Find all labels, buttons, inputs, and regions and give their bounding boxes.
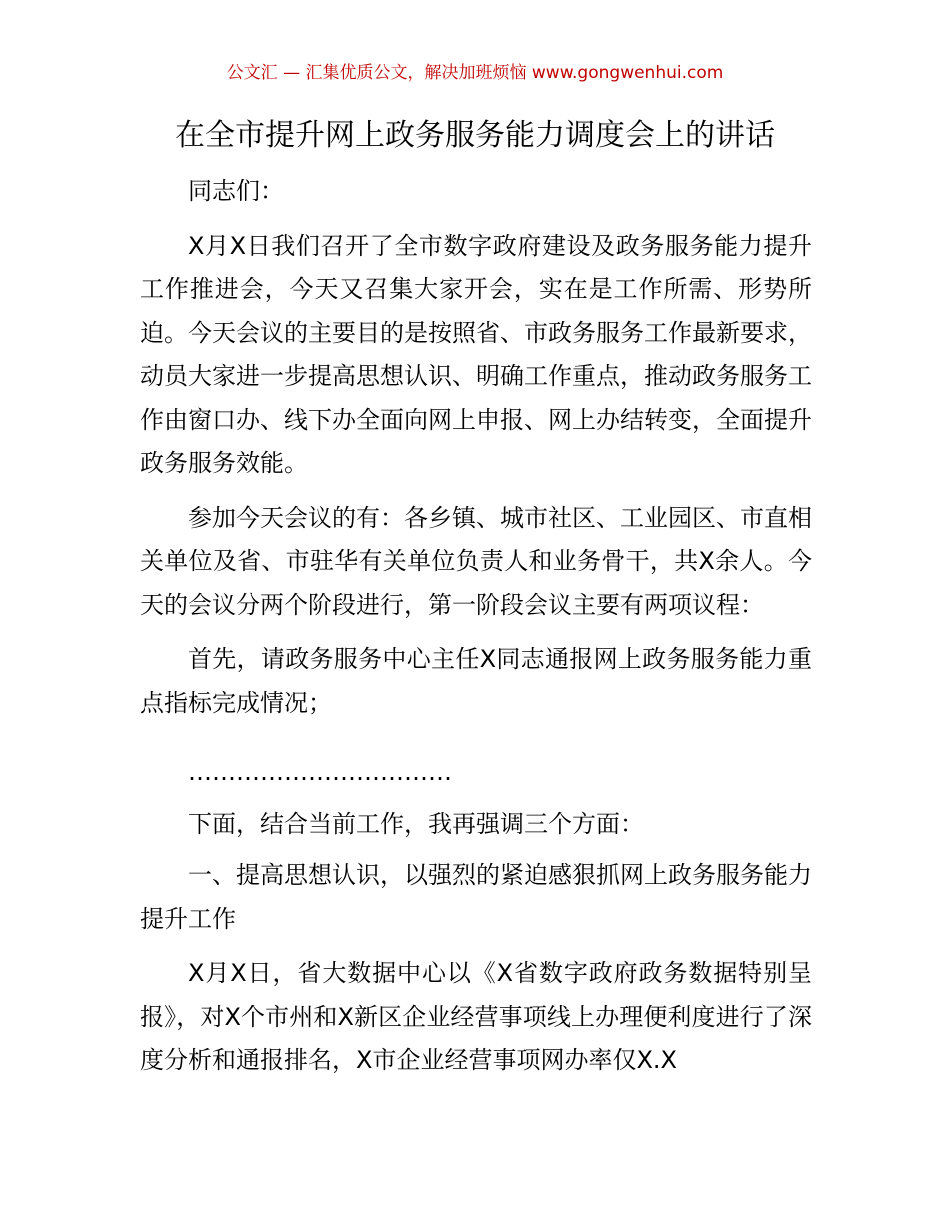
body-paragraph: X月X日，省大数据中心以《X省数字政府政务数据特别呈报》，对X个市州和X新区企业经营事项线上办理便利度进行了深度分析和通报排名，X市企业经营事项网办率仅X.X [140,959,812,1074]
body-paragraph: 参加今天会议的有：各乡镇、城市社区、工业园区、市直相关单位及省、市驻华有关单位负责人和业务骨干，共X余人。今天的会议分两个阶段进行，第一阶段会议主要有两项议程： [140,503,812,619]
document-body [140,170,812,1083]
salutation-paragraph: 同志们： [188,177,284,205]
site-header-banner: 公文汇 — 汇集优质公文，解决加班烦恼 www.gongwenhui.com [226,63,724,83]
body-paragraph: 首先，请政务服务中心主任X同志通报网上政务服务能力重点指标完成情况； [140,645,812,717]
document-title: 在全市提升网上政务服务能力调度会上的讲话 [175,118,775,153]
section-heading: 一、提高思想认识，以强烈的紧迫感狠抓网上政务服务能力提升工作 [140,861,812,933]
body-paragraph: 下面，结合当前工作，我再强调三个方面： [188,809,644,838]
body-paragraph: X月X日我们召开了全市数字政府建设及政务服务能力提升工作推进会，今天又召集大家开会，实在是工作所需、形势所迫。今天会议的主要目的是按照省、市政务服务工作最新要求，动员大家进一步提高思想认识、明确工作重点，推动政务服务工作由窗口办、线下办全面向网上申报、网上办结转变，全面提升政务服务效能。 [140,231,812,477]
ellipsis-separator: …………………………… [188,758,452,786]
